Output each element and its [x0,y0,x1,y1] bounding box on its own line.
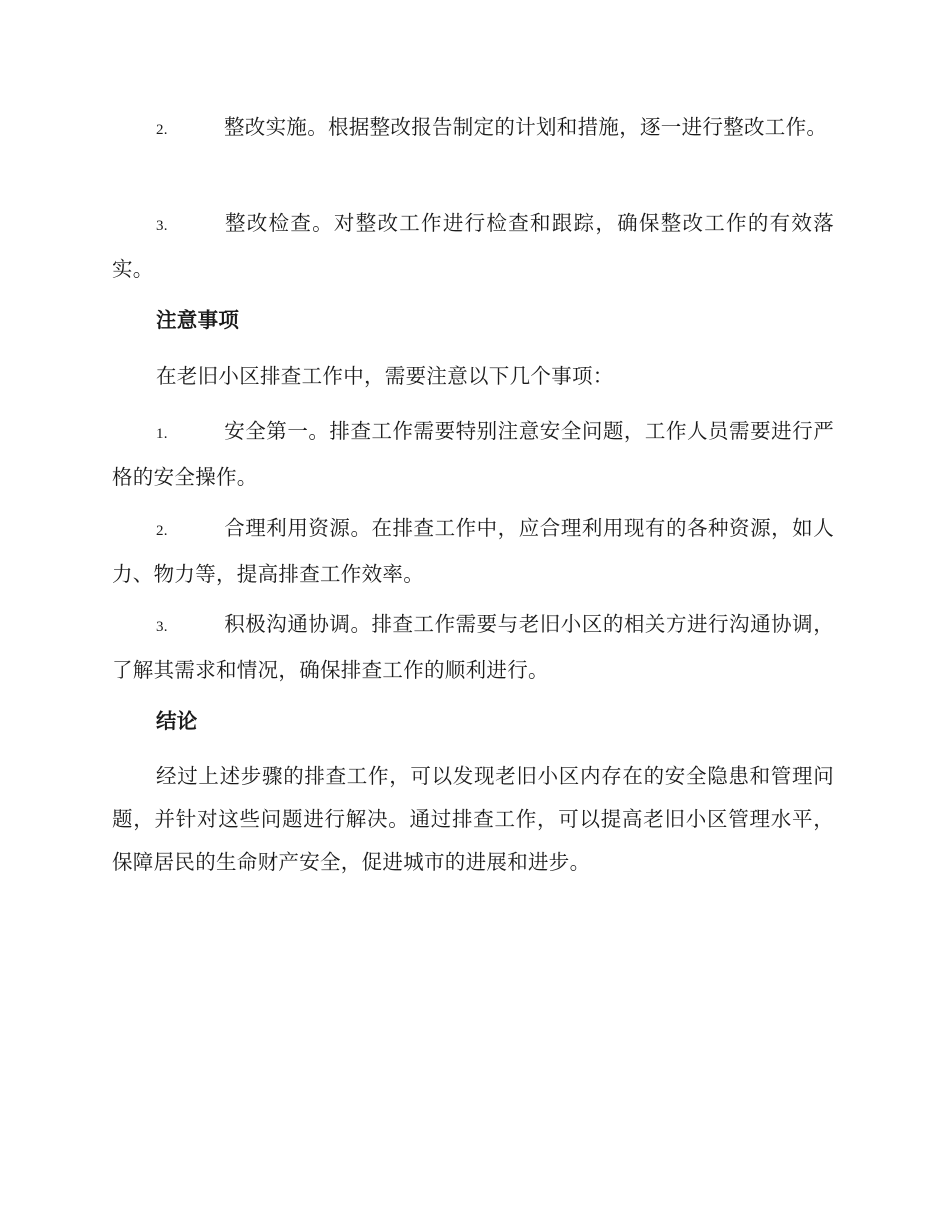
section-heading-notes: 注意事项 [156,308,240,332]
list-item-number: 2. [156,122,168,138]
list-item-number: 1. [156,426,168,442]
paragraph-notes-intro: 在老旧小区排查工作中，需要注意以下几个事项： [156,364,614,388]
list-item [112,202,834,291]
list-item-text: 整改检查。对整改工作进行检查和跟踪，确保整改工作的有效落实。 [112,211,834,281]
list-item-text: 积极沟通协调。排查工作需要与老旧小区的相关方进行沟通协调，了解其需求和情况，确保排查工作的顺利进行。 [112,612,834,682]
list-item-text: 整改实施。根据整改报告制定的计划和措施，逐一进行整改工作。 [224,115,828,139]
list-item [112,603,834,692]
section-heading-conclusion: 结论 [156,709,198,733]
list-item [112,507,834,596]
list-item-text: 合理利用资源。在排查工作中，应合理利用现有的各种资源，如人力、物力等，提高排查工作效率。 [112,516,834,586]
list-item-text: 安全第一。排查工作需要特别注意安全问题，工作人员需要进行严格的安全操作。 [112,419,834,489]
paragraph-conclusion: 经过上述步骤的排查工作，可以发现老旧小区内存在的安全隐患和管理问题，并针对这些问题进行解决。通过排查工作，可以提高老旧小区管理水平，保障居民的生命财产安全，促进城市的进展和进步。 [112,764,834,874]
list-item [112,410,834,499]
list-item-number: 3. [156,218,168,234]
list-item-number: 3. [156,619,168,635]
list-item-number: 2. [156,523,168,539]
list-item [112,106,834,152]
